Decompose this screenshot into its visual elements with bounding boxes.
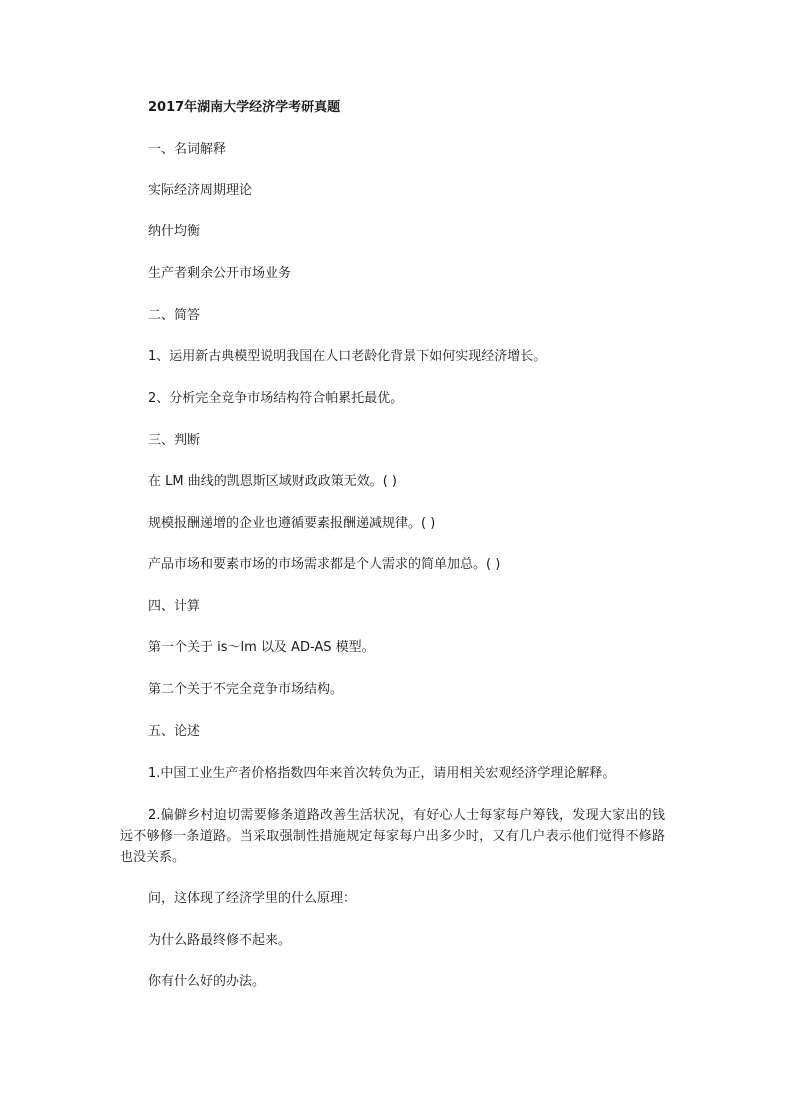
short-answer-item: 1、运用新古典模型说明我国在人口老龄化背景下如何实现经济增长。 — [148, 349, 547, 364]
essay-question: 为什么路最终修不起来。 — [148, 933, 292, 948]
calculation-item: 第二个关于不完全竞争市场结构。 — [148, 682, 344, 697]
section-heading-calculation: 四、计算 — [148, 599, 201, 614]
essay-item: 1.中国工业生产者价格指数四年来首次转负为正，请用相关宏观经济学理论解释。 — [148, 766, 616, 781]
term-item: 纳什均衡 — [148, 224, 201, 239]
calculation-item: 第一个关于 is～lm 以及 AD-AS 模型。 — [148, 640, 375, 655]
judgment-item: 产品市场和要素市场的市场需求都是个人需求的简单加总。( ) — [148, 557, 501, 572]
essay-question: 你有什么好的办法。 — [148, 974, 266, 989]
judgment-item: 在 LM 曲线的凯恩斯区域财政政策无效。( ) — [148, 474, 397, 489]
term-item: 生产者剩余公开市场业务 — [148, 266, 292, 281]
judgment-item: 规模报酬递增的企业也遵循要素报酬递减规律。( ) — [148, 516, 436, 531]
section-heading-short-answer: 二、简答 — [148, 308, 201, 323]
section-heading-essay: 五、论述 — [148, 724, 201, 739]
section-heading-terms: 一、名词解释 — [148, 142, 227, 157]
essay-question-intro: 问，这体现了经济学里的什么原理： — [148, 891, 357, 906]
term-item: 实际经济周期理论 — [148, 183, 253, 198]
essay-item-paragraph: 2.偏僻乡村迫切需要修条道路改善生活状况，有好心人士每家每户筹钱，发现大家出的钱远不够修一条道路。当采取强制性措施规定每家每户出多少时，又有几户表示他们觉得不修路也没关系。 — [120, 808, 665, 865]
short-answer-item: 2、分析完全竞争市场结构符合帕累托最优。 — [148, 391, 404, 406]
document-title: 2017年湖南大学经济学考研真题 — [148, 100, 341, 115]
section-heading-judgment: 三、判断 — [148, 433, 201, 448]
